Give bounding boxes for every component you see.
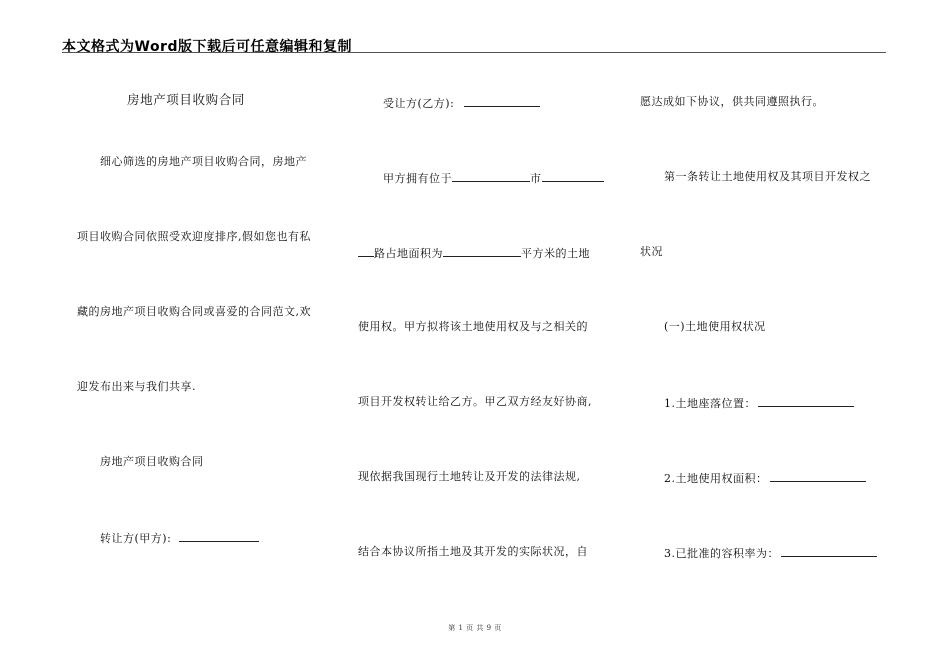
item-3-label: 3.已批准的容积率为：: [664, 547, 779, 560]
item-2-label: 2.土地使用权面积：: [664, 472, 768, 485]
location-text: 甲方拥有位于: [383, 172, 452, 185]
intro-line-4: 迎发布出来与我们共享.: [77, 380, 196, 393]
page-number: 第 1 页 共 9 页: [448, 624, 502, 632]
item-1-blank: [758, 396, 854, 407]
party-b-line: [383, 96, 540, 110]
section-1-heading: (一)土地使用权状况: [664, 320, 766, 333]
header-divider: [62, 52, 886, 53]
section-subtitle: 房地产项目收购合同: [100, 455, 204, 468]
area-blank: [443, 246, 521, 257]
article-1-title: 第一条转让土地使用权及其项目开发权之: [664, 170, 871, 183]
body-line-3: 使用权。甲方拟将该土地使用权及与之相关的: [358, 320, 588, 333]
item-2-line: [664, 471, 866, 485]
body-line-4: 项目开发权转让给乙方。甲乙双方经友好协商,: [358, 395, 592, 408]
intro-line-2: 项目收购合同依照受欢迎度排序,假如您也有私: [77, 230, 311, 243]
document-header: 本文格式为Word版下载后可任意编辑和复制: [62, 39, 352, 55]
intro-line-1: 细心筛选的房地产项目收购合同，房地产: [100, 155, 307, 168]
item-3-line: [664, 546, 877, 560]
body-line-6: 结合本协议所指土地及其开发的实际状况，自: [358, 545, 588, 558]
item-2-blank: [770, 471, 866, 482]
party-b-blank: [464, 96, 540, 107]
col3-line-1: 愿达成如下协议，供共同遵照执行。: [640, 95, 824, 108]
area-unit-text: 平方米的土地: [521, 247, 590, 260]
party-a-blank: [179, 531, 259, 542]
city-text: 市: [530, 172, 542, 185]
party-a-label: 转让方(甲方):: [100, 532, 172, 545]
item-1-line: [664, 396, 854, 410]
party-a-line: [100, 531, 259, 545]
article-1-title-cont: 状况: [640, 245, 663, 258]
item-1-label: 1.土地座落位置：: [664, 397, 756, 410]
road-blank: [358, 246, 374, 257]
item-3-blank: [781, 546, 877, 557]
location-line: [383, 171, 604, 185]
contract-title: 房地产项目收购合同: [127, 92, 245, 107]
area-text: 路占地面积为: [374, 247, 443, 260]
area-line: [358, 246, 590, 260]
intro-line-3: 藏的房地产项目收购合同或喜爱的合同范文,欢: [77, 305, 311, 318]
location-blank-1: [452, 171, 530, 182]
body-line-5: 现依据我国现行土地转让及开发的法律法规,: [358, 470, 581, 483]
location-blank-2: [542, 171, 604, 182]
party-b-label: 受让方(乙方):: [383, 97, 455, 110]
